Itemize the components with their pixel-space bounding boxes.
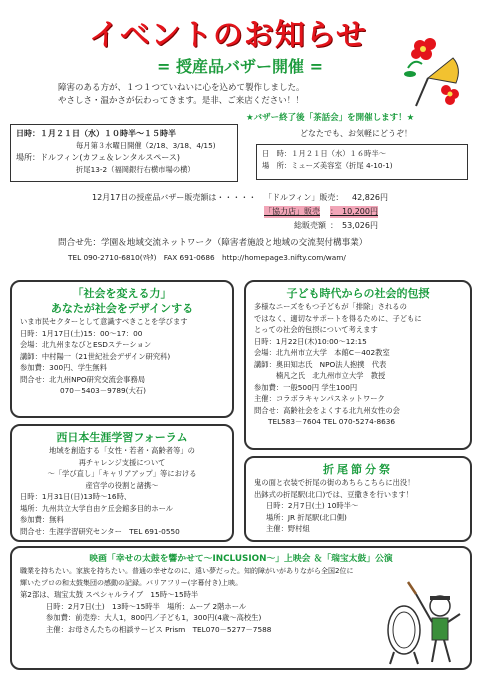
tea-place: 場 所：ミューズ美容室（折尾 4-10-1)	[262, 160, 393, 170]
event2-line: 多様なニーズをもつ子どもが「排除」されるの	[254, 302, 407, 311]
drum-icon	[388, 606, 420, 664]
event2-line: 楠凡之氏 北九州市立大学 教授	[254, 371, 386, 380]
event5-line: 主催：お母さんたちの相談サービス Prism TEL070－5277－7588	[46, 624, 272, 634]
event3-line: 参加費：無料	[20, 515, 64, 524]
event1-line: 070－5403－9789(大石)	[60, 386, 146, 395]
taiko-drummer-illustration	[378, 574, 468, 666]
intro-line: やさしさ・温かさが伝わってきます。是非、ご来店ください！！	[58, 96, 304, 106]
event4-line: 主催：野村組	[266, 524, 310, 533]
event3-line: 地域を創造する「女性・若者・高齢者等」の	[49, 446, 195, 455]
event5-title: 映画「幸せの太鼓を響かせて～INCLUSION～」上映会 ＆「瑞宝太鼓」公演	[89, 554, 393, 564]
event3-line: 再チャレンジ支援について	[78, 457, 166, 467]
event2-line: 日時：1月22日(木)10:00～12:15	[254, 336, 367, 346]
page-title: イベントのお知らせ	[88, 18, 368, 53]
bazaar-info-box	[10, 124, 238, 182]
sales-total-amount: ： 53,026円	[330, 221, 378, 230]
event1-line: 講師：中村陽一（21世紀社会デザイン研究科)	[20, 351, 171, 361]
sales-dolphin-amount: 42,826円	[352, 193, 388, 202]
event-box-setsubun	[244, 456, 472, 542]
intro-text	[58, 82, 358, 108]
event2-line: ではなく、適切なサポートを得るために、子どもに	[254, 313, 422, 323]
bazaar-monthly: 毎月第３水曜日開催（2/18、3/18、4/15)	[76, 141, 216, 150]
bazaar-address: 折尾13-2（福岡銀行右横市場の横）	[76, 164, 195, 174]
event5-line: 日時：2月7日(土) 13時～15時半 場所：ムーブ 2階ホール	[46, 601, 247, 611]
event5-line: 輝いたプロの和太鼓集団の感動の記録。バリアフリー(字幕付き)上映。	[20, 578, 243, 587]
contact-line2: TEL 090-2710-6810(ﾏｷﾀ) FAX 691-0686 http://homepage3.nifty.com/wam/	[68, 253, 346, 262]
event2-line: 問合せ：高齢社会をよくする北九州女性の会	[254, 405, 400, 415]
event3-line: 日時：1月31日(日)13時～16時、	[20, 492, 132, 501]
sales-dolphin-label: 「ドルフィン」販売：	[264, 193, 344, 202]
event-box-social-design	[10, 280, 234, 418]
event3-title: 西日本生涯学習フォーラム	[56, 431, 188, 444]
sales-kyoryokuten-label: 「協力店」販売	[264, 207, 320, 216]
event5-line: 参加費：前売券：大人1，800円／子ども1，300円(4歳～高校生)	[46, 613, 262, 622]
event2-line: 講師：奥田知志氏 NPO法人抱撲 代表	[254, 359, 387, 369]
event5-line: 第2部は、瑞宝太鼓 スペシャルライブ 15時～15時半	[20, 590, 199, 599]
event4-line: 鬼の面と衣装で折尾の街のあちらこちらに出没！	[254, 478, 415, 487]
event2-line: とっての社会的包摂について考えます	[254, 325, 378, 334]
event4-line: 場所：JR 折尾駅(北口側)	[266, 512, 347, 522]
event-box-social-inclusion	[244, 280, 472, 450]
event4-title: 折尾節分祭	[323, 463, 393, 476]
sales-heading: 12月17日の授産品バザー販売額は・・・・・	[92, 193, 257, 202]
event1-line: 参加費：300円、学生無料	[20, 363, 107, 372]
event1-title2: あなたが社会をデザインする	[50, 302, 194, 315]
tea-info-box	[256, 144, 468, 180]
event1-line: いま市民セクターとして意識すべきことを学びます	[20, 317, 188, 326]
flower-fan-illustration	[398, 28, 468, 118]
sales-total-label: 総販売額	[294, 221, 326, 230]
event4-line: 日時：2月7日(土) 10時半～	[266, 501, 359, 510]
event1-line: 会場：北九州まなびとESDステーション	[20, 340, 152, 349]
bazaar-place: 場所：ドルフィン(カフェ＆レンタルスペース)	[16, 152, 181, 162]
tea-headline: ★バザー終了後「茶話会」を開催します！★	[246, 113, 415, 123]
intro-line: 障害のある方が、１つ１つていねいに心を込めて製作しました。	[58, 83, 305, 93]
event3-line: 場所：九州共立大学自由ケ丘会館多目的ホール	[20, 503, 174, 513]
event2-line: 主催：コラボラキャンパスネットワーク	[254, 394, 385, 403]
event2-line: 参加費：一般500円 学生100円	[254, 382, 358, 392]
event1-line: 問合せ：北九州NPO研究交流会事務局	[20, 374, 146, 384]
sales-kyoryokuten-amount: ： 10,200円	[330, 207, 378, 216]
event2-line: 会場：北九州市立大学 本館C－402教室	[254, 348, 390, 357]
event2-title: 子ども時代からの社会的包摂	[286, 287, 430, 300]
event4-line: 出鉢式の折尾駅(北口)では、豆撒きを行います！	[254, 489, 413, 499]
page-subtitle: = 授産品バザー開催 =	[157, 57, 323, 76]
tea-date: 日 時：１月２１日（水）１６時半～	[262, 149, 387, 158]
event3-line: 問合せ：生涯学習研究センター TEL 691-0550	[20, 526, 180, 536]
event-box-lifelong-learning	[10, 424, 234, 542]
event3-line: 産官学の役割と諸携～	[85, 480, 159, 490]
event5-line: 職業を持ちたい。家族を持ちたい。普通の幸せなのに、遠い夢だった。知的障がいがありながら全国2位に	[20, 567, 354, 575]
event1-line: 日時：1月17日(土)15：00～17：00	[20, 328, 143, 338]
event3-line: ～「学び直し」「キャリアアップ」等における	[47, 469, 197, 478]
contact-line1: 問合せ先：学園＆地域交流ネットワーク（障害者施設と地域の交流契付構事業）	[58, 238, 368, 248]
event1-title1: 「社会を変える力」	[72, 287, 172, 300]
event2-line: TEL583－7604 TEL 070-5274-8636	[268, 417, 396, 426]
tea-welcome: どなたでも、お気軽にどうぞ！	[300, 129, 412, 138]
bazaar-date: 日時：１月２１日（水）１０時半～１５時半	[16, 129, 176, 138]
